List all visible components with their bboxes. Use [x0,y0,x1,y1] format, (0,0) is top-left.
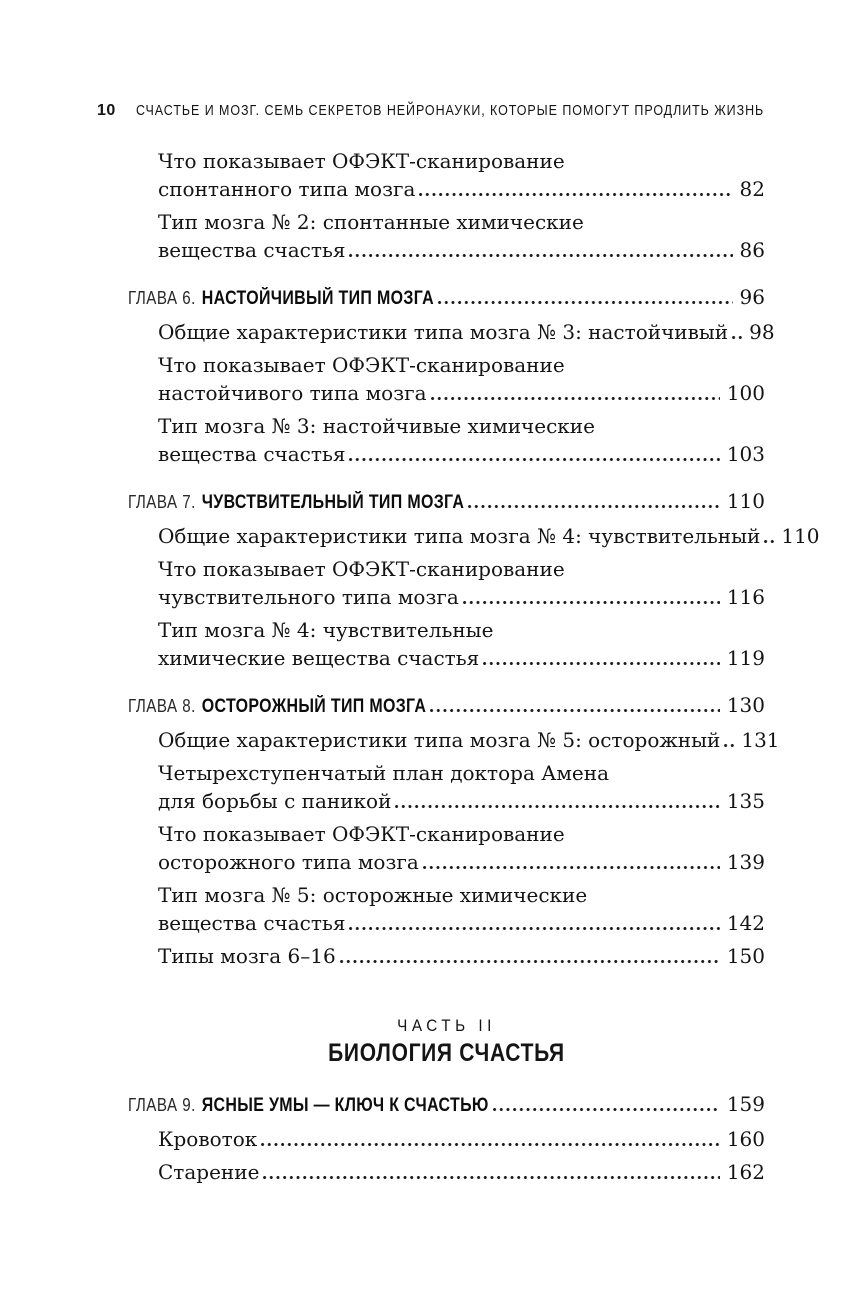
toc-entry-page: 150 [726,944,765,968]
chapter-title: НАСТОЙЧИВЫЙ ТИП МОЗГА [201,288,434,309]
folio-page-number: 10 [97,102,116,119]
toc-entry-text: Общие характеристики типа мозга № 3: настойчивый [158,320,729,344]
part-heading [128,1014,765,1068]
toc-entry-page: 96 [739,285,765,309]
toc-entry-page: 142 [726,911,765,935]
dot-leader [438,301,733,304]
dot-leader [430,709,719,712]
toc-entry-page: 82 [739,177,765,201]
toc-entry-page: 103 [726,442,765,466]
toc-entry-text: вещества счастья [158,911,346,935]
toc-entry-text: настойчивого типа мозга [158,381,427,405]
part-number-label: ЧАСТЬ II [397,1016,496,1035]
dot-leader [349,458,719,461]
toc-entry-page: 98 [749,320,775,344]
toc-entry-text: Старение [158,1160,260,1184]
chapter-title: ОСТОРОЖНЫЙ ТИП МОЗГА [201,696,427,717]
toc-chapter-entry [128,691,765,721]
toc-entry [128,1125,765,1153]
toc-entry-page: 130 [726,693,765,717]
dot-leader [349,927,719,930]
toc-entry-text: для борьбы с паникой [158,789,392,813]
toc-chapter-entry [128,283,765,313]
toc-entry-text: осторожного типа мозга [158,850,419,874]
toc-entry-text: Что показывает ОФЭКТ-сканирование [158,149,565,173]
toc-entry-text: Четырехступенчатый план доктора Амена [158,761,610,785]
dot-leader [263,1176,719,1179]
chapter-heading [128,284,434,313]
toc-entry-page: 139 [726,850,765,874]
dot-leader [340,960,720,963]
toc-entry-text: химические вещества счастья [158,646,480,670]
toc-entry [128,351,765,407]
toc-entry-page: 160 [726,1127,765,1151]
toc-entry [128,726,780,754]
chapter-heading [128,692,426,721]
dot-leader [468,505,719,508]
chapter-number-label: ГЛАВА 8. [128,696,196,716]
toc-entry-page: 100 [726,381,765,405]
toc-entry [128,208,765,264]
dot-leader [764,540,774,543]
toc-entry [128,881,765,937]
running-header [97,102,765,120]
dot-leader [724,744,734,747]
chapter-number-label: ГЛАВА 7. [128,492,196,512]
toc-chapter-entry [128,487,765,517]
dot-leader [423,866,720,869]
toc-entry-page: 159 [726,1092,765,1116]
toc-entry-page: 86 [739,238,765,262]
toc-entry-page: 131 [741,728,780,752]
running-title: СЧАСТЬЕ И МОЗГ. СЕМЬ СЕКРЕТОВ НЕЙРОНАУКИ, КОТОРЫЕ ПОМОГУТ ПРОДЛИТЬ ЖИЗНЬ [135,103,764,119]
toc-entry-text: спонтанного типа мозга [158,177,416,201]
dot-leader [732,336,742,339]
dot-leader [483,662,720,665]
toc-entry [128,147,765,203]
dot-leader [419,193,732,196]
chapter-title: ЧУВСТВИТЕЛЬНЫЙ ТИП МОЗГА [201,492,465,513]
part-title: БИОЛОГИЯ СЧАСТЬЯ [328,1039,565,1067]
toc-entry-text: Общие характеристики типа мозга № 4: чувствительный [158,524,761,548]
toc-entry-page: 110 [726,489,765,513]
toc-entry-text: Тип мозга № 2: спонтанные химические [158,210,584,234]
dot-leader [261,1143,720,1146]
toc-entry-text: чувствительного типа мозга [158,585,459,609]
toc-entry-text: Общие характеристики типа мозга № 5: осторожный [158,728,721,752]
dot-leader [463,601,720,604]
dot-leader [395,805,719,808]
toc-entry-page: 135 [726,789,765,813]
toc-entry-text: вещества счастья [158,442,346,466]
toc-entry [128,1158,765,1186]
chapter-number-label: ГЛАВА 6. [128,288,196,308]
toc-entry-text: Что показывает ОФЭКТ-сканирование [158,353,565,377]
dot-leader [431,397,720,400]
toc-entry [128,555,765,611]
toc-entry [128,820,765,876]
toc-entry [128,759,765,815]
chapter-heading [128,488,464,517]
dot-leader [349,254,732,257]
chapter-heading [128,1091,489,1120]
toc-entry-text: Что показывает ОФЭКТ-сканирование [158,557,565,581]
toc-entry [128,616,765,672]
chapter-number-label: ГЛАВА 9. [128,1095,196,1115]
toc-entry [128,318,775,346]
toc-entry-text: Тип мозга № 5: осторожные химические [158,883,588,907]
toc-chapter-entry [128,1090,765,1120]
toc-entry-text: Тип мозга № 4: чувствительные [158,618,494,642]
dot-leader [493,1108,720,1111]
toc-entry-text: Что показывает ОФЭКТ-сканирование [158,822,565,846]
toc-entry-page: 162 [726,1160,765,1184]
toc-entry-text: Кровоток [158,1127,258,1151]
toc-entry [128,942,765,970]
toc-entry [128,522,820,550]
table-of-contents [128,147,820,1186]
toc-entry-text: вещества счастья [158,238,346,262]
toc-entry-page: 119 [726,646,765,670]
chapter-title: ЯСНЫЕ УМЫ — КЛЮЧ К СЧАСТЬЮ [201,1095,489,1116]
toc-entry-page: 110 [781,524,820,548]
toc-entry-text: Тип мозга № 3: настойчивые химические [158,414,595,438]
toc-entry-text: Типы мозга 6–16 [158,944,336,968]
toc-entry [128,412,765,468]
toc-entry-page: 116 [726,585,765,609]
